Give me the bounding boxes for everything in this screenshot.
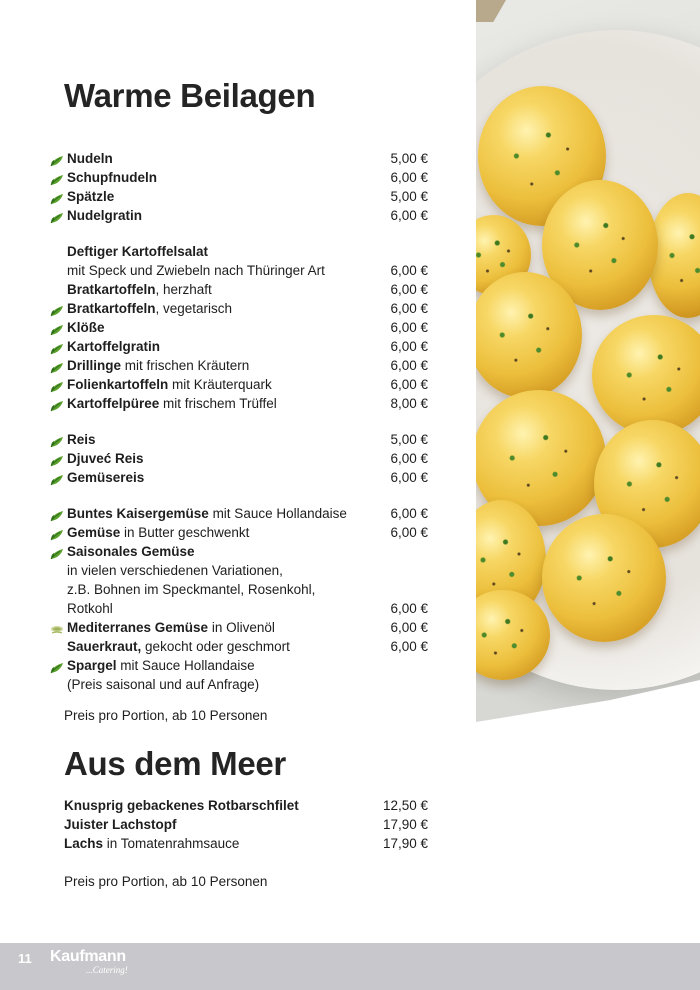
menu-item-price: 6,00 € <box>390 639 428 654</box>
menu-item-description: Rotkohl <box>67 601 113 616</box>
menu-item-description: mit Sauce Hollandaise <box>208 506 347 521</box>
menu-item-description: z.B. Bohnen im Speckmantel, Rosenkohl, <box>67 582 316 597</box>
menu-item-price: 5,00 € <box>390 432 428 447</box>
vegetarian-leaf-icon <box>50 453 64 465</box>
menu-item-price: 6,00 € <box>390 620 428 635</box>
menu-item-price: 6,00 € <box>390 451 428 466</box>
menu-item <box>50 337 430 356</box>
menu-item-price: 6,00 € <box>390 525 428 540</box>
menu-item <box>64 815 430 834</box>
menu-item <box>50 637 430 656</box>
menu-item <box>50 449 430 468</box>
menu-item-name-bold: Juister Lachstopf <box>64 817 177 832</box>
menu-item-name <box>67 261 430 280</box>
menu-item-name <box>67 375 430 394</box>
menu-item-name-bold: Bratkartoffeln <box>67 282 156 297</box>
menu-item <box>50 375 430 394</box>
menu-item-description: , vegetarisch <box>155 301 233 316</box>
menu-item-name <box>67 318 430 337</box>
vegetarian-leaf-icon <box>50 546 64 558</box>
menu-item-description: in Olivenöl <box>208 620 275 635</box>
menu-item-price: 6,00 € <box>390 358 428 373</box>
menu-item <box>50 394 430 413</box>
menu-item-name <box>67 168 430 187</box>
menu-item-price: 6,00 € <box>390 506 428 521</box>
vegetarian-leaf-icon <box>50 508 64 520</box>
vegetarian-leaf-icon <box>50 172 64 184</box>
menu-item <box>50 149 430 168</box>
vegan-leaves-icon <box>50 622 64 634</box>
menu-item-name <box>67 542 430 561</box>
menu-item-price: 6,00 € <box>390 282 428 297</box>
menu-item-price: 6,00 € <box>390 301 428 316</box>
menu-item-name <box>67 187 430 206</box>
menu-item <box>50 656 430 675</box>
menu-item-name-bold: Kartoffelgratin <box>67 339 161 354</box>
menu-item <box>50 261 430 280</box>
menu-item <box>50 280 430 299</box>
menu-item-price: 5,00 € <box>390 189 428 204</box>
menu-item-description: in Butter geschwenkt <box>120 525 250 540</box>
menu-item-price: 6,00 € <box>390 377 428 392</box>
potato <box>542 514 666 642</box>
menu-item-name-bold: Nudeln <box>67 151 113 166</box>
menu-item <box>50 299 430 318</box>
menu-item-name <box>67 561 430 580</box>
menu-item-name-bold: Sauerkraut, <box>67 639 142 654</box>
menu-item-price: 6,00 € <box>390 320 428 335</box>
section-title-aus-dem-meer: Aus dem Meer <box>64 745 286 782</box>
menu-item-name <box>67 242 430 261</box>
menu-item-price: 6,00 € <box>390 208 428 223</box>
menu-item-name-bold: Saisonales Gemüse <box>67 544 195 559</box>
vegetarian-leaf-icon <box>50 379 64 391</box>
menu-item <box>50 523 430 542</box>
menu-item-name <box>67 394 430 413</box>
menu-item-name <box>67 206 430 225</box>
menu-item-name-bold: Kartoffelpüree <box>67 396 160 411</box>
menu-item-name <box>67 356 430 375</box>
menu-item-name-bold: Spargel <box>67 658 117 673</box>
menu-item-description: in vielen verschiedenen Variationen, <box>67 563 283 578</box>
vegetarian-leaf-icon <box>50 434 64 446</box>
menu-item-description: mit Sauce Hollandaise <box>116 658 255 673</box>
price-note: Preis pro Portion, ab 10 Personen <box>64 874 268 889</box>
menu-item-description: mit frischem Trüffel <box>159 396 277 411</box>
menu-item <box>50 580 430 599</box>
menu-item <box>64 834 430 853</box>
menu-item <box>50 542 430 561</box>
menu-item-name-bold: Folienkartoffeln <box>67 377 169 392</box>
menu-item-name <box>64 815 430 834</box>
menu-item-description: gekocht oder geschmort <box>141 639 290 654</box>
menu-item <box>50 468 430 487</box>
menu-item-name <box>67 656 430 675</box>
menu-item-name-bold: Nudelgratin <box>67 208 143 223</box>
potatoes-photo <box>476 0 700 725</box>
menu-item-name-bold: Spätzle <box>67 189 115 204</box>
menu-item-price: 6,00 € <box>390 470 428 485</box>
menu-item-price: 17,90 € <box>382 836 428 851</box>
menu-item-name-bold: Drillinge <box>67 358 122 373</box>
menu-item <box>50 430 430 449</box>
menu-item <box>50 675 430 694</box>
menu-item <box>50 168 430 187</box>
menu-item <box>50 187 430 206</box>
menu-item-description: (Preis saisonal und auf Anfrage) <box>67 677 260 692</box>
menu-item <box>50 561 430 580</box>
menu-item <box>50 356 430 375</box>
menu-item-name-bold: Buntes Kaisergemüse <box>67 506 209 521</box>
menu-item-name <box>67 599 430 618</box>
menu-item-name <box>67 468 430 487</box>
vegetarian-leaf-icon <box>50 341 64 353</box>
menu-item-price: 12,50 € <box>382 798 428 813</box>
vegetarian-leaf-icon <box>50 527 64 539</box>
vegetarian-leaf-icon <box>50 191 64 203</box>
vegetarian-leaf-icon <box>50 360 64 372</box>
vegetarian-leaf-icon <box>50 153 64 165</box>
vegetarian-leaf-icon <box>50 210 64 222</box>
menu-item-name <box>67 637 430 656</box>
vegetarian-leaf-icon <box>50 303 64 315</box>
menu-item-name <box>64 834 430 853</box>
menu-item <box>50 599 430 618</box>
price-note: Preis pro Portion, ab 10 Personen <box>64 708 268 723</box>
menu-item-name <box>67 449 430 468</box>
menu-item <box>50 318 430 337</box>
menu-item-price: 6,00 € <box>390 601 428 616</box>
vegetarian-leaf-icon <box>50 660 64 672</box>
menu-item-name-bold: Knusprig gebackenes Rotbarschfilet <box>64 798 299 813</box>
menu-item-price: 17,90 € <box>382 817 428 832</box>
menu-item-name <box>64 796 430 815</box>
vegetarian-leaf-icon <box>50 398 64 410</box>
menu-item-description: , herzhaft <box>155 282 212 297</box>
menu-item-name <box>67 675 430 694</box>
menu-item-name <box>67 504 430 523</box>
menu-item <box>50 242 430 261</box>
page-number: 11 <box>18 951 32 966</box>
menu-item-name <box>67 337 430 356</box>
menu-item-price: 5,00 € <box>390 151 428 166</box>
menu-item-name-bold: Djuveć Reis <box>67 451 144 466</box>
menu-item-name-bold: Lachs <box>64 836 104 851</box>
menu-item <box>50 618 430 637</box>
menu-item <box>64 796 430 815</box>
vegetarian-leaf-icon <box>50 472 64 484</box>
menu-item-description: mit Speck und Zwiebeln nach Thüringer Art <box>67 263 325 278</box>
menu-item <box>50 206 430 225</box>
photo-background-object <box>476 0 506 22</box>
menu-item-name <box>67 430 430 449</box>
menu-item-name <box>67 618 430 637</box>
section-title-warme-beilagen: Warme Beilagen <box>64 77 316 114</box>
page-footer <box>0 943 700 990</box>
menu-item-price: 8,00 € <box>390 396 428 411</box>
menu-item-name-bold: Deftiger Kartoffelsalat <box>67 244 209 259</box>
menu-item-description: mit Kräuterquark <box>168 377 272 392</box>
menu-item-name <box>67 149 430 168</box>
menu-item-name-bold: Gemüsereis <box>67 470 145 485</box>
menu-item-price: 6,00 € <box>390 339 428 354</box>
menu-item-name-bold: Mediterranes Gemüse <box>67 620 209 635</box>
menu-item-description: in Tomatenrahmsauce <box>103 836 240 851</box>
menu-item-name-bold: Klöße <box>67 320 105 335</box>
vegetarian-leaf-icon <box>50 322 64 334</box>
menu-item-name <box>67 580 430 599</box>
menu-item-name-bold: Gemüse <box>67 525 121 540</box>
menu-item-price: 6,00 € <box>390 170 428 185</box>
menu-item-description: mit frischen Kräutern <box>121 358 250 373</box>
brand-tagline: ...Catering! <box>86 965 128 975</box>
menu-item <box>50 504 430 523</box>
menu-item-name <box>67 523 430 542</box>
menu-item-name-bold: Bratkartoffeln <box>67 301 156 316</box>
menu-item-name-bold: Reis <box>67 432 96 447</box>
menu-item-price: 6,00 € <box>390 263 428 278</box>
menu-item-name <box>67 299 430 318</box>
menu-item-name-bold: Schupfnudeln <box>67 170 157 185</box>
brand-logo: Kaufmann <box>50 948 126 965</box>
menu-item-name <box>67 280 430 299</box>
